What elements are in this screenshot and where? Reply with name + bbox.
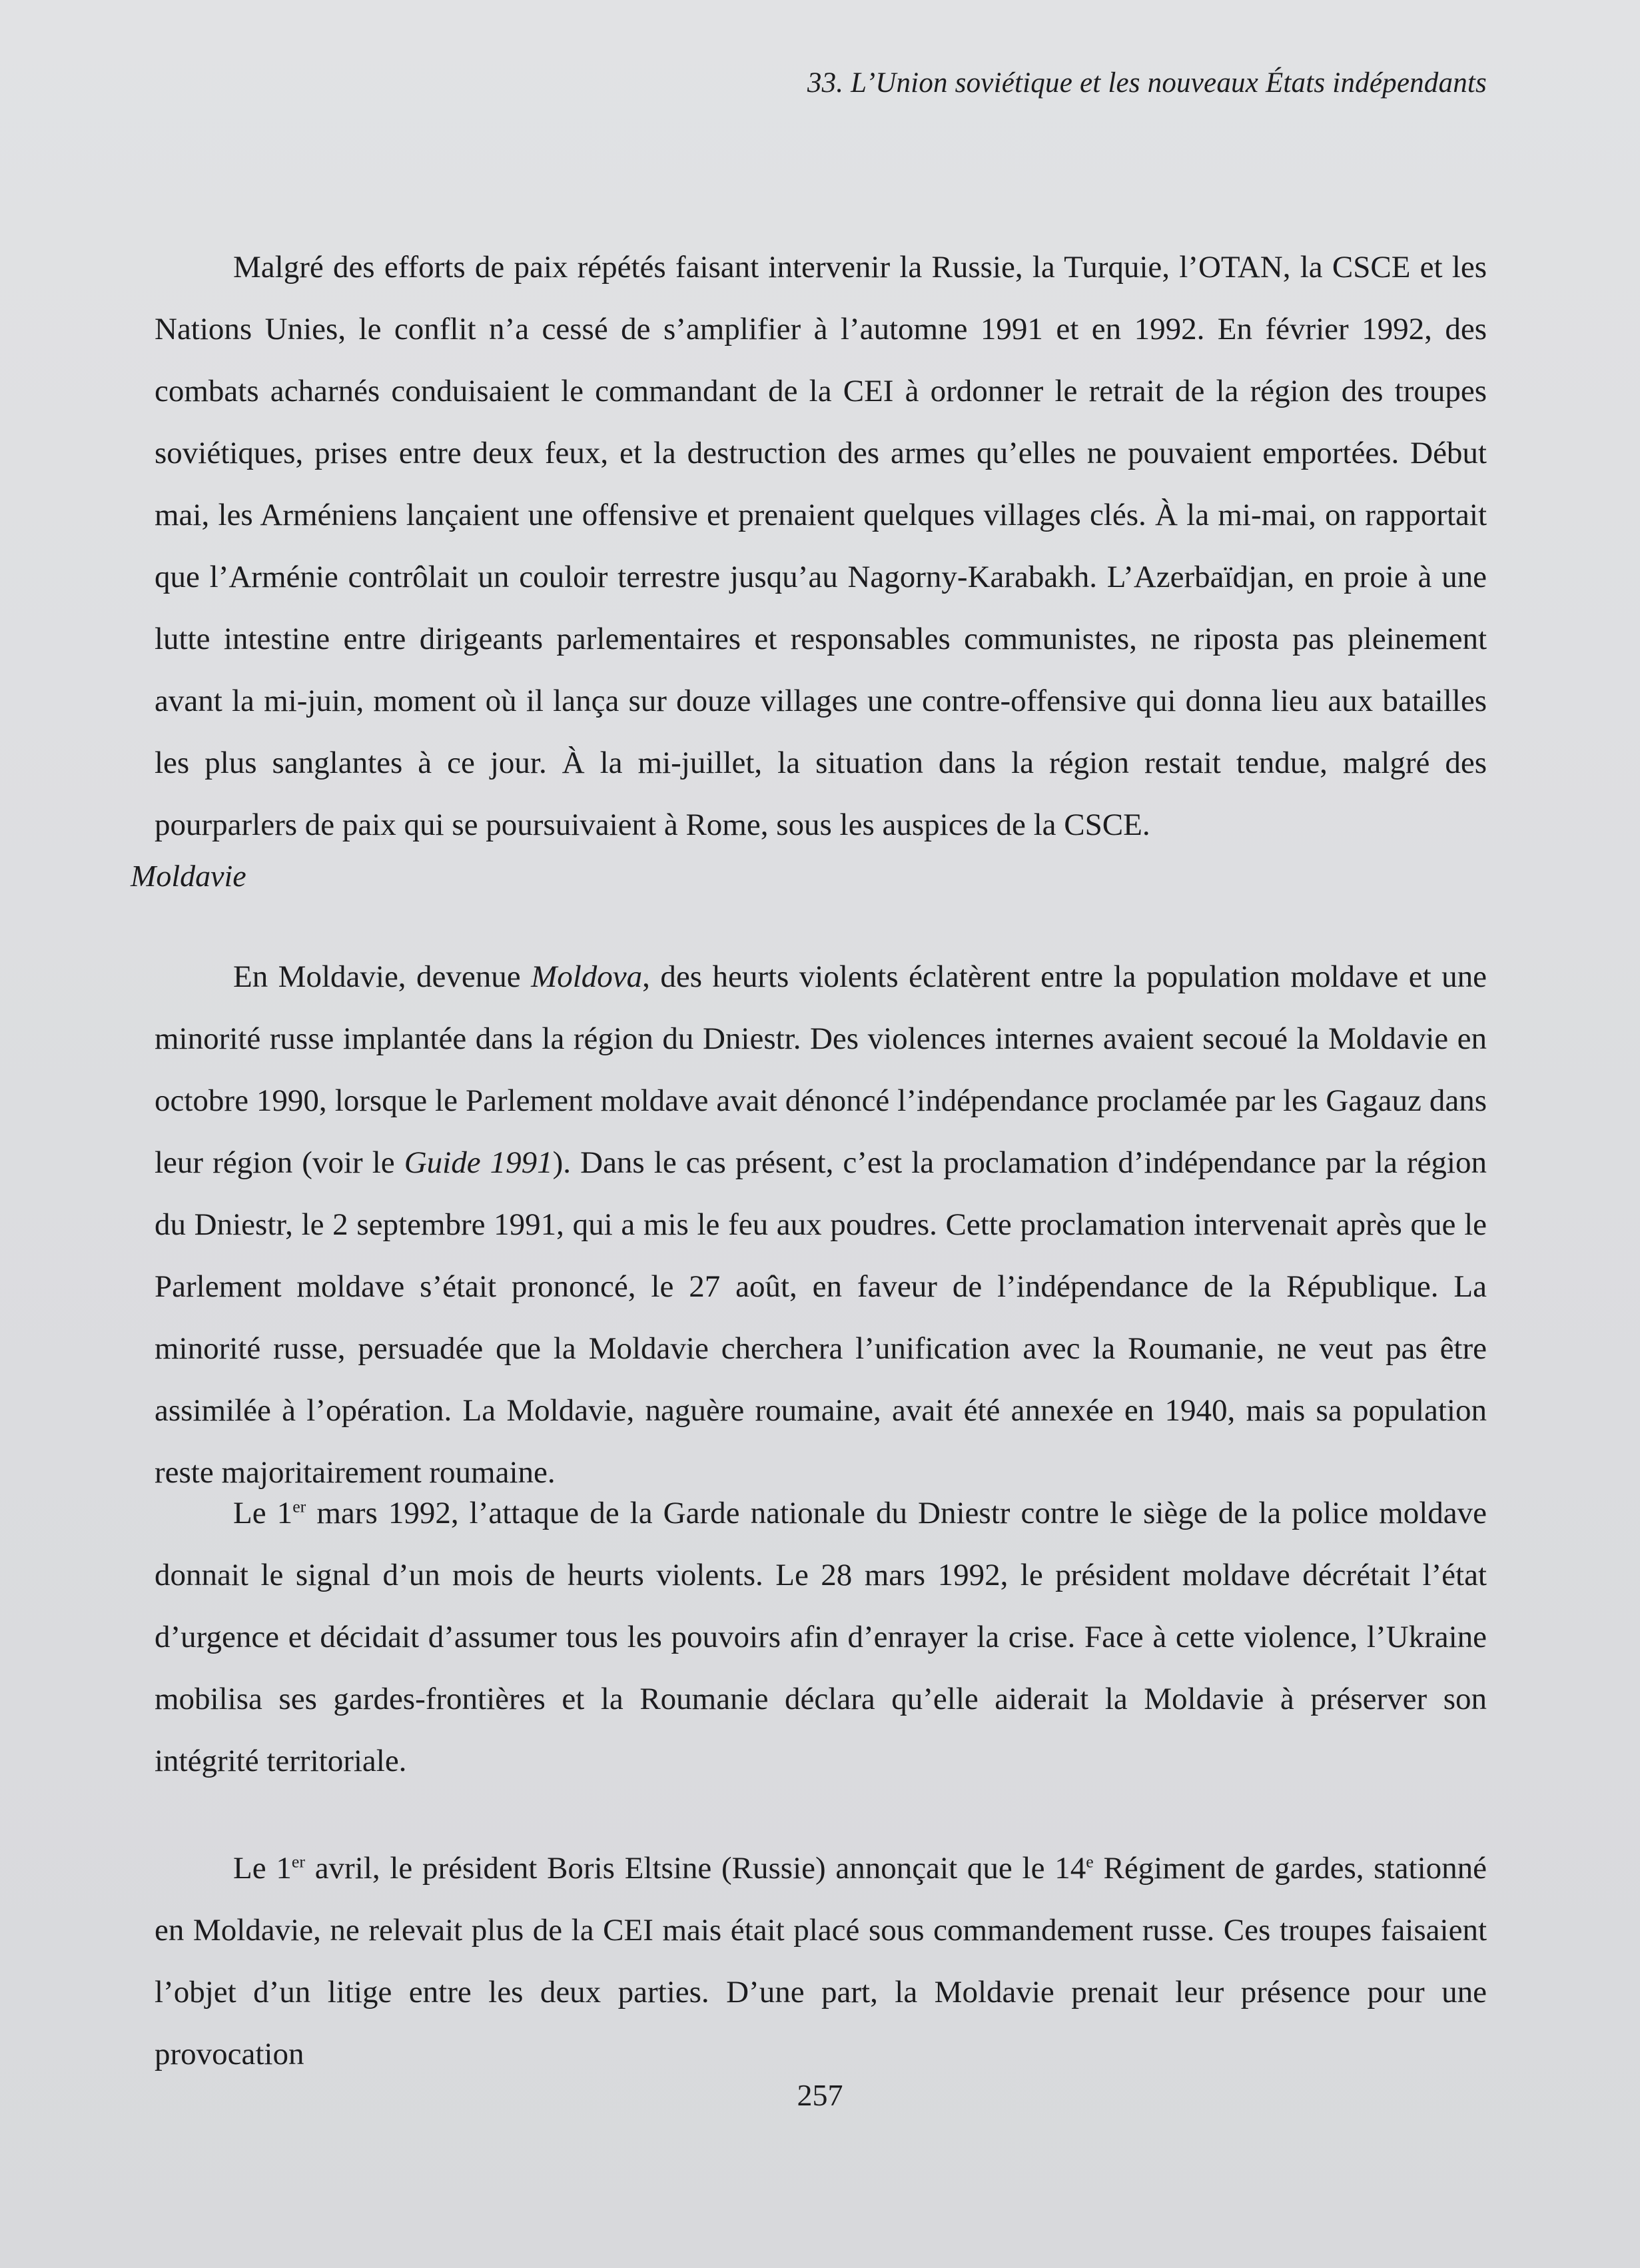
text-run: avril, le président Boris Eltsine (Russie) annonçait que le 14 xyxy=(304,1851,1086,1886)
paragraph-april-1992 xyxy=(155,1838,1487,2085)
superscript: er xyxy=(291,1852,305,1872)
text-run: , des heurts violents éclatèrent entre la population moldave et une minorité russe implantée dans la région du Dniestr. Des violences internes avaient secoué la Moldavie en octobre 1990, lorsque le Parlement moldave avait dénoncé l’indépendance proclamée par les Gagauz dans leur région (voir le xyxy=(155,959,1487,1180)
text-run: Régiment de gardes, stationné en Moldavie, ne relevait plus de la CEI mais était placé sous commandement russe. Ces troupes faisaient l’objet d’un litige entre les deux parties. D’une part, la Moldavie prenait leur présence pour une provocation xyxy=(155,1851,1487,2071)
italic-moldova: Moldova xyxy=(531,959,643,994)
page-number: 257 xyxy=(797,2078,843,2112)
text-run: Le 1 xyxy=(233,1851,292,1886)
text-run: Le 1 xyxy=(233,1496,293,1530)
paragraph-azerbaijan-conflict: Malgré des efforts de paix répétés faisant intervenir la Russie, la Turquie, l’OTAN, la CSCE et les Nations Unies, le conflit n’a cessé de s’amplifier à l’automne 1991 et en 1992. En février 1992, des combats acharnés conduisaient le commandant de la CEI à ordonner le retrait de la région des troupes soviétiques, prises entre deux feux, et la destruction des armes qu’elles ne pouvaient emportées. Début mai, les Arméniens lançaient une offensive et prenaient quelques villages clés. À la mi-mai, on rapportait que l’Arménie contrôlait un couloir terrestre jusqu’au Nagorny-Karabakh. L’Azerbaïdjan, en proie à une lutte intestine entre dirigeants parlementaires et responsables communistes, ne riposta pas pleinement avant la mi-juin, moment où il lança sur douze villages une contre-offensive qui donna lieu aux batailles les plus sanglantes à ce jour. À la mi-juillet, la situation dans la région restait tendue, malgré des pourparlers de paix qui se poursuivaient à Rome, sous les auspices de la CSCE. xyxy=(155,250,1487,842)
section-heading-moldavie: Moldavie xyxy=(131,859,246,893)
superscript: er xyxy=(292,1496,306,1516)
superscript: e xyxy=(1086,1852,1094,1872)
text-run: mars 1992, l’attaque de la Garde nationale du Dniestr contre le siège de la police moldave donnait le signal d’un mois de heurts violents. Le 28 mars 1992, le président moldave décrétait l’état d’urgence et décidait d’assumer tous les pouvoirs afin d’enrayer la crise. Face à cette violence, l’Ukraine mobilisa ses gardes-frontières et la Roumanie déclara qu’elle aiderait la Moldavie à préserver son intégrité territoriale. xyxy=(155,1496,1487,1778)
paragraph-march-1992 xyxy=(155,1482,1487,1792)
paragraph-moldova-intro xyxy=(155,946,1487,1504)
italic-guide-reference: Guide 1991 xyxy=(404,1145,553,1180)
text-run: ). Dans le cas présent, c’est la proclamation d’indépendance par la région du Dniestr, le 2 septembre 1991, qui a mis le feu aux poudres. Cette proclamation intervenait après que le Parlement moldave s’était prononcé, le 27 août, en faveur de l’indépendance de la République. La minorité russe, persuadée que la Moldavie cherchera l’unification avec la Roumanie, ne veut pas être assimilée à l’opération. La Moldavie, naguère roumaine, avait été annexée en 1940, mais sa population reste majoritairement roumaine. xyxy=(155,1145,1487,1490)
running-header: 33. L’Union soviétique et les nouveaux États indépendants xyxy=(807,67,1487,99)
text-run: En Moldavie, devenue xyxy=(233,959,532,994)
